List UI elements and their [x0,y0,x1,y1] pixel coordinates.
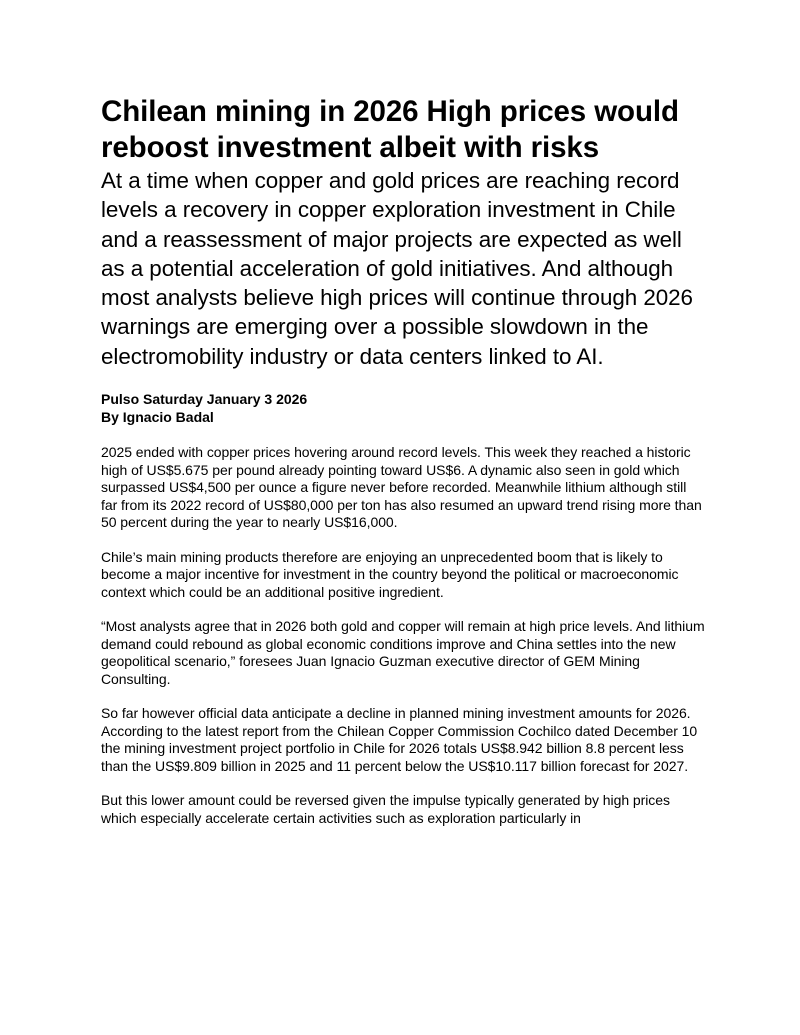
body-paragraph: But this lower amount could be reversed given the impulse typically generated by high prices which especially accelerate certain activities such as exploration particularly in [101,792,670,826]
body-paragraph: 2025 ended with copper prices hovering around record levels. This week they reached a historic high of US$5.675 per pound already pointing toward US$6. A dynamic also seen in gold which surpassed US$4,500 per ounce a figure never before recorded. Meanwhile lithium although still far from its 2022 record of US$80,000 per ton has also resumed an upward trend rising more than 50 percent during the year to nearly US$16,000. [101,444,702,531]
body-paragraph: Chile’s main mining products therefore are enjoying an unprecedented boom that is likely to become a major incentive for investment in the country beyond the political or macroeconomic context which could be an additional positive ingredient. [101,548,679,600]
headline: Chilean mining in 2026 High prices would reboost investment albeit with risks [101,95,679,164]
byline [101,391,705,426]
dek-summary: At a time when copper and gold prices are reaching record levels a recovery in copper exploration investment in Chile and a reassessment of major projects are expected as well as a potential acceleration of gold initiatives. And although most analysts believe high prices will continue through 2026 warnings are emerging over a possible slowdown in the electromobility industry or data centers linked to AI. [101,168,693,369]
article [101,94,705,844]
dateline: Pulso Saturday January 3 2026 [101,391,308,408]
body-paragraph: “Most analysts agree that in 2026 both gold and copper will remain at high price levels. And lithium demand could rebound as global economic conditions improve and China settles into the new geopolitical scenario,” foresees Juan Ignacio Guzman executive director of GEM Mining Consulting. [101,618,705,687]
body-paragraph: So far however official data anticipate a decline in planned mining investment amounts for 2026. According to the latest report from the Chilean Copper Commission Cochilco dated December 10 the mining investment project portfolio in Chile for 2026 totals US$8.942 billion 8.8 percent less than the US$9.809 billion in 2025 and 11 percent below the US$10.117 billion forecast for 2027. [101,705,698,774]
author: By Ignacio Badal [101,408,214,425]
article-body [101,444,705,827]
